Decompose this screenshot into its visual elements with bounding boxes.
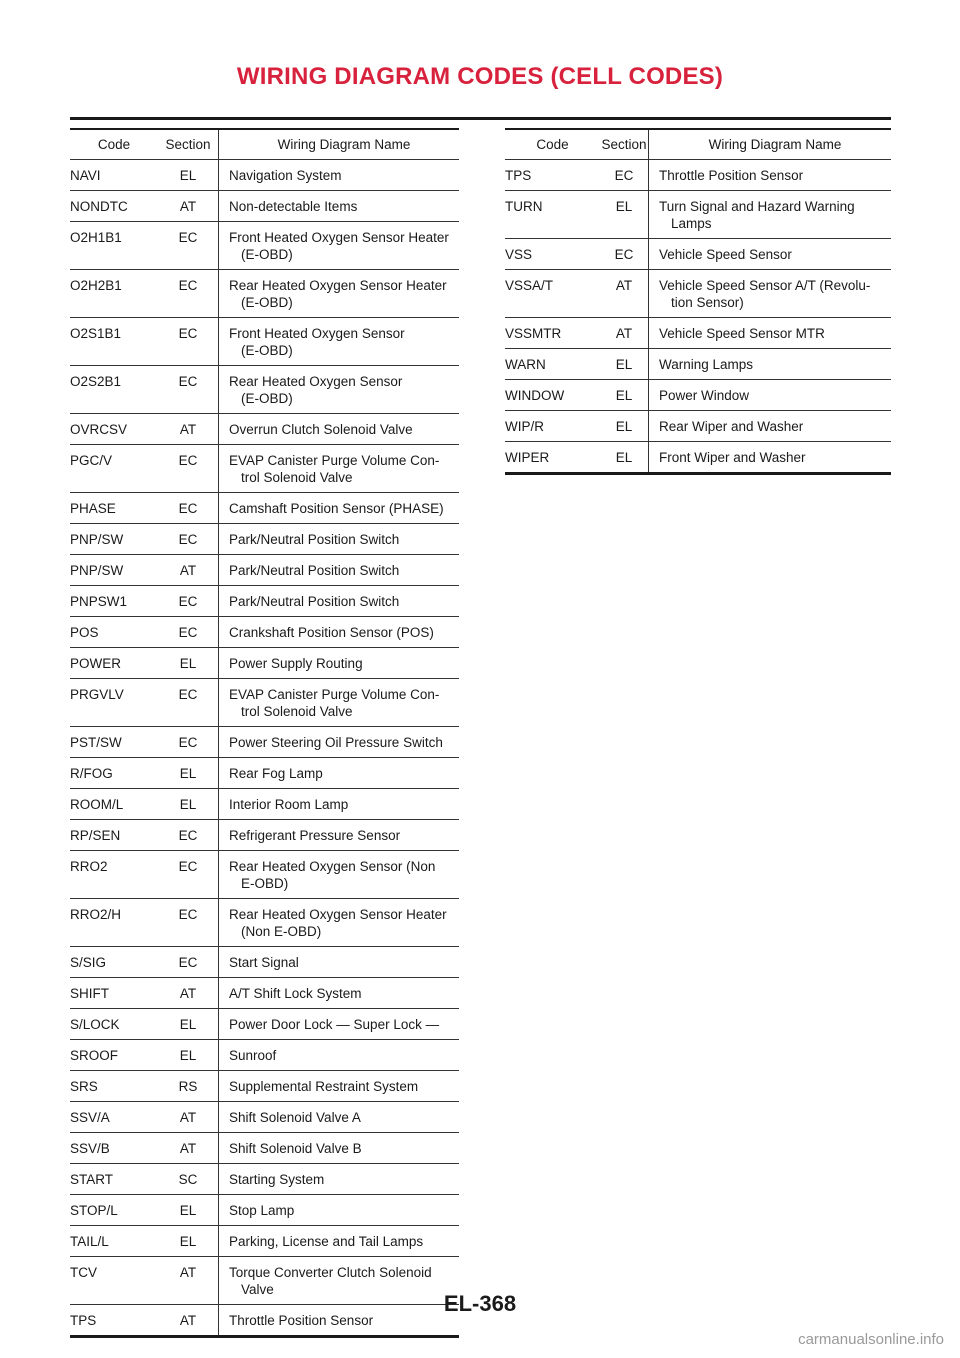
table-row: [505, 380, 891, 411]
codes-table-right-body: [505, 160, 891, 474]
name-line: Front Wiper and Washer: [659, 450, 806, 465]
section-cell: AT: [600, 270, 649, 318]
section-cell: AT: [158, 1133, 219, 1164]
table-row: [505, 239, 891, 270]
name-cell: [219, 899, 460, 947]
name-line: Vehicle Speed Sensor: [659, 247, 792, 262]
name-line: Navigation System: [229, 168, 342, 183]
code-cell: VSSA/T: [505, 270, 600, 318]
name-line: Front Heated Oxygen Sensor: [229, 326, 405, 341]
name-line: trol Solenoid Valve: [241, 470, 353, 485]
name-cell: [219, 851, 460, 899]
table-row: [505, 191, 891, 239]
left-column: [70, 128, 459, 1338]
code-cell: SHIFT: [70, 978, 158, 1009]
table-row: [505, 442, 891, 474]
name-line: Front Heated Oxygen Sensor Heater: [229, 230, 449, 245]
name-cell: [649, 191, 892, 239]
code-cell: PNP/SW: [70, 555, 158, 586]
page-number: EL-368: [443, 1291, 517, 1316]
name-line: Vehicle Speed Sensor A/T (Revolu-: [659, 278, 871, 293]
section-column-header: Section: [600, 129, 649, 160]
table-row: [70, 160, 459, 191]
name-cell: [219, 1071, 460, 1102]
name-line: Power Window: [659, 388, 750, 403]
name-cell: [219, 727, 460, 758]
table-row: [70, 1226, 459, 1257]
name-cell: [219, 445, 460, 493]
name-line: A/T Shift Lock System: [229, 986, 362, 1001]
section-cell: AT: [158, 978, 219, 1009]
name-cell: [649, 380, 892, 411]
name-cell: [219, 648, 460, 679]
table-row: [70, 1071, 459, 1102]
name-line: EVAP Canister Purge Volume Con-: [229, 687, 440, 702]
code-cell: VSS: [505, 239, 600, 270]
section-cell: EC: [158, 493, 219, 524]
code-cell: PNP/SW: [70, 524, 158, 555]
code-cell: STOP/L: [70, 1195, 158, 1226]
section-cell: EC: [158, 727, 219, 758]
section-cell: EL: [158, 1195, 219, 1226]
name-cell: [219, 758, 460, 789]
name-line: trol Solenoid Valve: [241, 704, 353, 719]
name-line: Warning Lamps: [659, 357, 754, 372]
section-cell: EC: [158, 270, 219, 318]
table-row: [70, 1040, 459, 1071]
codes-table-left: [70, 128, 459, 1338]
table-row: [505, 349, 891, 380]
name-line: Camshaft Position Sensor (PHASE): [229, 501, 444, 516]
section-cell: AT: [158, 1257, 219, 1305]
code-cell: SRS: [70, 1071, 158, 1102]
code-cell: SSV/A: [70, 1102, 158, 1133]
name-cell: [219, 270, 460, 318]
table-row: [70, 1009, 459, 1040]
name-column-header: Wiring Diagram Name: [649, 129, 892, 160]
section-cell: AT: [158, 1102, 219, 1133]
table-row: [70, 789, 459, 820]
section-cell: EC: [158, 586, 219, 617]
name-line: EVAP Canister Purge Volume Con-: [229, 453, 440, 468]
section-cell: EC: [158, 318, 219, 366]
name-line: Stop Lamp: [229, 1203, 295, 1218]
name-line: Power Steering Oil Pressure Switch: [229, 735, 443, 750]
name-cell: [219, 1226, 460, 1257]
name-line: Crankshaft Position Sensor (POS): [229, 625, 434, 640]
name-line: Throttle Position Sensor: [229, 1313, 374, 1328]
section-cell: EL: [600, 442, 649, 474]
section-cell: EC: [600, 239, 649, 270]
section-cell: AT: [158, 555, 219, 586]
section-cell: EC: [158, 366, 219, 414]
name-cell: [649, 411, 892, 442]
name-cell: [649, 270, 892, 318]
name-cell: [219, 191, 460, 222]
code-cell: START: [70, 1164, 158, 1195]
name-column-header: Wiring Diagram Name: [219, 129, 460, 160]
table-row: [70, 414, 459, 445]
right-column: [505, 128, 891, 475]
name-line: Vehicle Speed Sensor MTR: [659, 326, 825, 341]
table-row: [70, 1195, 459, 1226]
section-cell: EC: [158, 947, 219, 978]
name-cell: [219, 947, 460, 978]
code-column-header: Code: [70, 129, 158, 160]
table-row: [70, 617, 459, 648]
name-line: (Non E-OBD): [241, 924, 322, 939]
name-line: Park/Neutral Position Switch: [229, 532, 400, 547]
name-line: Start Signal: [229, 955, 299, 970]
name-line: Shift Solenoid Valve A: [229, 1110, 361, 1125]
section-cell: EL: [158, 1040, 219, 1071]
code-cell: RRO2/H: [70, 899, 158, 947]
name-cell: [219, 555, 460, 586]
name-line: Torque Converter Clutch Solenoid: [229, 1265, 432, 1280]
name-cell: [219, 820, 460, 851]
code-cell: NAVI: [70, 160, 158, 191]
code-cell: RRO2: [70, 851, 158, 899]
code-cell: R/FOG: [70, 758, 158, 789]
code-cell: ROOM/L: [70, 789, 158, 820]
code-cell: TPS: [70, 1305, 158, 1337]
name-line: Sunroof: [229, 1048, 277, 1063]
code-cell: PRGVLV: [70, 679, 158, 727]
name-line: E-OBD): [241, 876, 289, 891]
code-cell: TPS: [505, 160, 600, 191]
code-cell: TAIL/L: [70, 1226, 158, 1257]
name-line: (E-OBD): [241, 343, 293, 358]
name-cell: [219, 1195, 460, 1226]
section-cell: RS: [158, 1071, 219, 1102]
name-cell: [219, 1009, 460, 1040]
section-cell: EC: [158, 899, 219, 947]
name-line: Supplemental Restraint System: [229, 1079, 419, 1094]
section-cell: SC: [158, 1164, 219, 1195]
name-cell: [219, 789, 460, 820]
code-cell: VSSMTR: [505, 318, 600, 349]
table-header-row: [505, 129, 891, 160]
code-cell: PHASE: [70, 493, 158, 524]
table-row: [70, 851, 459, 899]
codes-table-right: [505, 128, 891, 475]
name-cell: [219, 414, 460, 445]
name-line: Overrun Clutch Solenoid Valve: [229, 422, 413, 437]
name-line: Starting System: [229, 1172, 325, 1187]
section-cell: EC: [158, 617, 219, 648]
section-cell: AT: [158, 1305, 219, 1337]
table-row: [70, 727, 459, 758]
name-line: Park/Neutral Position Switch: [229, 563, 400, 578]
name-line: Interior Room Lamp: [229, 797, 349, 812]
table-row: [70, 493, 459, 524]
name-line: Power Supply Routing: [229, 656, 363, 671]
name-cell: [219, 586, 460, 617]
name-line: Rear Heated Oxygen Sensor Heater: [229, 278, 447, 293]
table-row: [70, 820, 459, 851]
name-cell: [219, 318, 460, 366]
name-cell: [219, 617, 460, 648]
section-cell: EC: [158, 445, 219, 493]
section-cell: EL: [158, 789, 219, 820]
code-cell: O2H2B1: [70, 270, 158, 318]
name-line: (E-OBD): [241, 247, 293, 262]
section-cell: AT: [600, 318, 649, 349]
name-line: tion Sensor): [671, 295, 744, 310]
section-cell: EL: [600, 411, 649, 442]
section-cell: EC: [158, 524, 219, 555]
table-row: [505, 160, 891, 191]
table-row: [505, 270, 891, 318]
name-line: Rear Wiper and Washer: [659, 419, 804, 434]
section-cell: EC: [158, 851, 219, 899]
table-row: [70, 1102, 459, 1133]
page-title: WIRING DIAGRAM CODES (CELL CODES): [236, 63, 724, 90]
section-cell: EC: [158, 820, 219, 851]
name-cell: [649, 318, 892, 349]
name-line: (E-OBD): [241, 295, 293, 310]
code-cell: TCV: [70, 1257, 158, 1305]
table-row: [70, 758, 459, 789]
code-cell: RP/SEN: [70, 820, 158, 851]
name-line: Turn Signal and Hazard Warning: [659, 199, 855, 214]
table-row: [70, 191, 459, 222]
name-cell: [219, 1133, 460, 1164]
section-column-header: Section: [158, 129, 219, 160]
code-cell: O2S1B1: [70, 318, 158, 366]
name-line: Park/Neutral Position Switch: [229, 594, 400, 609]
codes-table-left-body: [70, 160, 459, 1337]
section-cell: EC: [158, 222, 219, 270]
code-cell: O2H1B1: [70, 222, 158, 270]
code-cell: WINDOW: [505, 380, 600, 411]
name-line: Shift Solenoid Valve B: [229, 1141, 362, 1156]
code-cell: O2S2B1: [70, 366, 158, 414]
code-cell: POS: [70, 617, 158, 648]
table-row: [70, 586, 459, 617]
code-cell: PGC/V: [70, 445, 158, 493]
name-cell: [219, 1102, 460, 1133]
table-row: [70, 524, 459, 555]
table-row: [70, 318, 459, 366]
code-cell: WIPER: [505, 442, 600, 474]
name-line: Throttle Position Sensor: [659, 168, 804, 183]
table-row: [70, 648, 459, 679]
table-row: [505, 411, 891, 442]
name-line: Rear Fog Lamp: [229, 766, 323, 781]
code-cell: WARN: [505, 349, 600, 380]
table-row: [70, 1133, 459, 1164]
table-row: [70, 1164, 459, 1195]
code-cell: SSV/B: [70, 1133, 158, 1164]
table-row: [70, 445, 459, 493]
section-cell: AT: [158, 191, 219, 222]
table-row: [70, 222, 459, 270]
name-cell: [649, 239, 892, 270]
section-cell: EC: [158, 679, 219, 727]
code-cell: PNPSW1: [70, 586, 158, 617]
section-cell: EL: [158, 758, 219, 789]
name-line: Valve: [241, 1282, 274, 1297]
name-cell: [649, 160, 892, 191]
section-cell: AT: [158, 414, 219, 445]
table-row: [70, 978, 459, 1009]
name-cell: [219, 524, 460, 555]
code-cell: WIP/R: [505, 411, 600, 442]
section-cell: EL: [158, 160, 219, 191]
code-cell: SROOF: [70, 1040, 158, 1071]
section-cell: EL: [158, 1009, 219, 1040]
name-cell: [219, 493, 460, 524]
table-header-row: [70, 129, 459, 160]
code-cell: TURN: [505, 191, 600, 239]
table-row: [70, 947, 459, 978]
name-line: Rear Heated Oxygen Sensor: [229, 374, 403, 389]
section-cell: EL: [600, 191, 649, 239]
name-cell: [649, 442, 892, 474]
section-cell: EL: [600, 349, 649, 380]
code-cell: PST/SW: [70, 727, 158, 758]
code-cell: NONDTC: [70, 191, 158, 222]
code-cell: S/LOCK: [70, 1009, 158, 1040]
code-cell: OVRCSV: [70, 414, 158, 445]
table-row: [70, 270, 459, 318]
table-row: [70, 679, 459, 727]
section-cell: EL: [158, 648, 219, 679]
name-line: Rear Heated Oxygen Sensor (Non: [229, 859, 436, 874]
code-cell: POWER: [70, 648, 158, 679]
table-row: [70, 899, 459, 947]
section-cell: EL: [600, 380, 649, 411]
section-cell: EL: [158, 1226, 219, 1257]
name-line: Rear Heated Oxygen Sensor Heater: [229, 907, 447, 922]
section-cell: EC: [600, 160, 649, 191]
name-line: Lamps: [671, 216, 712, 231]
name-cell: [219, 679, 460, 727]
name-cell: [219, 366, 460, 414]
table-row: [505, 318, 891, 349]
title-rule: [70, 117, 891, 120]
name-cell: [219, 1164, 460, 1195]
code-cell: S/SIG: [70, 947, 158, 978]
code-column-header: Code: [505, 129, 600, 160]
watermark: carmanualsonline.info: [798, 1331, 944, 1348]
table-row: [70, 555, 459, 586]
name-line: Parking, License and Tail Lamps: [229, 1234, 424, 1249]
name-cell: [219, 160, 460, 191]
name-line: (E-OBD): [241, 391, 293, 406]
name-cell: [219, 1040, 460, 1071]
name-line: Non-detectable Items: [229, 199, 358, 214]
name-cell: [649, 349, 892, 380]
name-line: Refrigerant Pressure Sensor: [229, 828, 401, 843]
name-cell: [219, 978, 460, 1009]
table-row: [70, 366, 459, 414]
name-line: Power Door Lock — Super Lock —: [229, 1017, 440, 1032]
name-cell: [219, 222, 460, 270]
